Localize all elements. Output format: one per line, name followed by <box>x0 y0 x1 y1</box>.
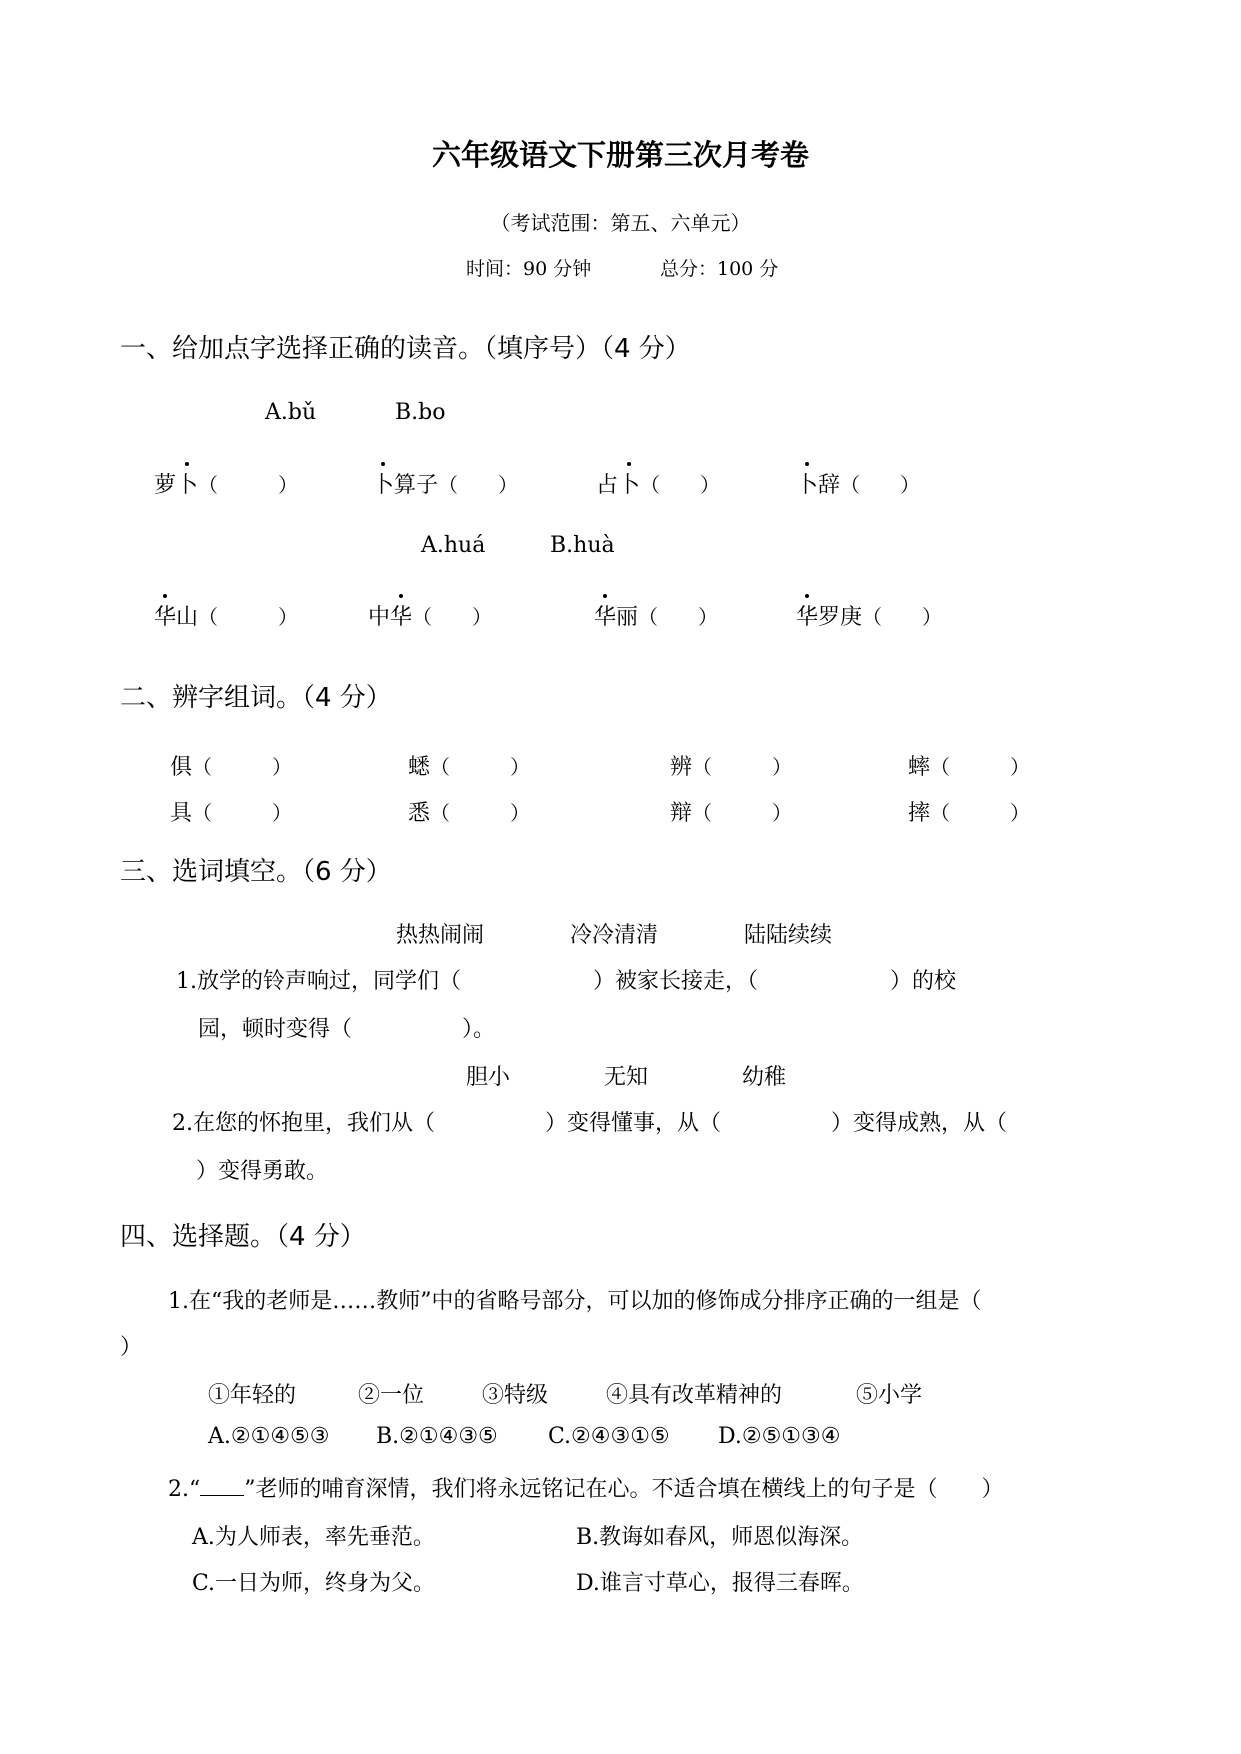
section-heading-4: 四、选择题。（4 分） <box>120 1222 366 1252</box>
answer-blank[interactable]: （ ） <box>198 473 299 497</box>
answer-blank[interactable]: （ ） <box>692 801 793 825</box>
question-text: ） <box>120 1335 143 1360</box>
dotted-char: 卜 <box>372 468 394 499</box>
item-suffix: 辞 <box>818 473 841 498</box>
dotted-char: 华 <box>154 600 176 631</box>
choice-item: ①年轻的 <box>208 1383 297 1408</box>
char-item <box>170 750 292 781</box>
fill-blank-line[interactable] <box>200 1477 244 1496</box>
answer-option-d[interactable]: D.谁言寸草心，报得三春晖。 <box>576 1571 864 1596</box>
item-suffix: 算子 <box>394 473 439 498</box>
quote-open: 2.“ <box>168 1477 201 1502</box>
answer-option-b[interactable]: B.教诲如春风，师恩似海深。 <box>576 1525 864 1550</box>
pinyin-item <box>154 468 298 499</box>
dotted-char: 华 <box>796 600 818 631</box>
answer-blank[interactable]: （ ） <box>192 755 293 779</box>
char: 蟋 <box>408 755 431 780</box>
section-heading-2: 二、辨字组词。（4 分） <box>120 683 392 713</box>
answer-blank[interactable]: （ ） <box>412 605 493 629</box>
item-prefix: 萝 <box>154 473 177 498</box>
answer-blank[interactable]: （ ） <box>192 801 293 825</box>
question-text: 园，顿时变得（ ）。 <box>198 1017 496 1042</box>
char: 具 <box>170 801 193 826</box>
item-prefix: 占 <box>596 473 619 498</box>
word-choice: 陆陆续续 <box>744 923 833 948</box>
question-text: 2.在您的怀抱里，我们从（ ）变得懂事，从（ ）变得成熟，从（ <box>172 1111 1007 1136</box>
choice-item: ④具有改革精神的 <box>606 1383 783 1408</box>
answer-option-b[interactable]: B.②①④③⑤ <box>376 1424 498 1449</box>
answer-blank[interactable]: （ ） <box>930 801 1031 825</box>
answer-blank[interactable]: （ ） <box>692 755 793 779</box>
answer-blank[interactable]: （ ） <box>930 755 1031 779</box>
word-choice: 幼稚 <box>742 1065 787 1090</box>
char-item <box>908 750 1030 781</box>
answer-blank[interactable]: （ ） <box>438 473 519 497</box>
char-item <box>670 796 792 827</box>
question-text <box>168 1472 1004 1503</box>
answer-blank[interactable]: （ ） <box>862 605 943 629</box>
answer-blank[interactable]: （ ） <box>640 473 721 497</box>
dotted-char: 华 <box>594 600 616 631</box>
word-choice: 胆小 <box>466 1065 511 1090</box>
answer-blank[interactable]: （ ） <box>840 473 921 497</box>
answer-option-c[interactable]: C.一日为师，终身为父。 <box>192 1571 436 1596</box>
pinyin-item <box>796 600 942 631</box>
option-b: B.huà <box>550 533 615 558</box>
answer-option-c[interactable]: C.②④③①⑤ <box>548 1424 670 1449</box>
pinyin-item <box>596 468 720 499</box>
section-heading-1: 一、给加点字选择正确的读音。（填序号）（4 分） <box>120 334 691 364</box>
answer-blank[interactable]: （ ） <box>430 801 531 825</box>
pinyin-item <box>796 468 920 499</box>
question-text: 1.在“我的老师是……教师”中的省略号部分，可以加的修饰成分排序正确的一组是（ <box>168 1289 982 1314</box>
word-choice: 冷冷清清 <box>570 923 659 948</box>
answer-blank[interactable]: （ ） <box>638 605 719 629</box>
exam-scope: （考试范围：第五、六单元） <box>490 211 751 235</box>
char-item <box>170 796 292 827</box>
answer-blank[interactable]: （ ） <box>430 755 531 779</box>
item-suffix: 罗庚 <box>818 605 863 630</box>
pinyin-item <box>368 600 492 631</box>
answer-blank[interactable]: （ ） <box>198 605 299 629</box>
pinyin-item <box>154 600 298 631</box>
char: 辨 <box>670 755 693 780</box>
option-a: A.huá <box>421 533 486 558</box>
dotted-char: 卜 <box>796 468 818 499</box>
char: 蟀 <box>908 755 931 780</box>
char-item <box>408 750 530 781</box>
answer-option-a[interactable]: A.②①④⑤③ <box>208 1424 330 1449</box>
question-text: 1.放学的铃声响过，同学们（ ）被家长接走，（ ）的校 <box>176 969 956 994</box>
char: 辩 <box>670 801 693 826</box>
word-choice: 热热闹闹 <box>396 923 485 948</box>
char: 俱 <box>170 755 193 780</box>
question-suffix: ”老师的哺育深情，我们将永远铭记在心。不适合填在横线上的句子是（ ） <box>244 1477 1004 1502</box>
item-prefix: 中 <box>368 605 391 630</box>
option-a: A.bǔ <box>265 400 317 425</box>
choice-item: ⑤小学 <box>856 1383 923 1408</box>
char: 悉 <box>408 801 431 826</box>
word-choice: 无知 <box>604 1065 649 1090</box>
dotted-char: 卜 <box>176 468 198 499</box>
question-text: ）变得勇敢。 <box>196 1159 329 1184</box>
exam-time: 时间：90 分钟 <box>466 258 592 280</box>
exam-total: 总分：100 分 <box>660 258 779 280</box>
pinyin-item <box>372 468 518 499</box>
char: 摔 <box>908 801 931 826</box>
pinyin-item <box>594 600 718 631</box>
choice-item: ②一位 <box>358 1383 425 1408</box>
item-suffix: 丽 <box>616 605 639 630</box>
option-b: B.bo <box>395 400 446 425</box>
char-item <box>408 796 530 827</box>
choice-item: ③特级 <box>482 1383 549 1408</box>
char-item <box>908 796 1030 827</box>
item-suffix: 山 <box>176 605 199 630</box>
answer-option-d[interactable]: D.②⑤①③④ <box>718 1424 841 1449</box>
char-item <box>670 750 792 781</box>
page-title: 六年级语文下册第三次月考卷 <box>431 138 809 172</box>
answer-option-a[interactable]: A.为人师表，率先垂范。 <box>192 1525 435 1550</box>
dotted-char: 卜 <box>618 468 640 499</box>
section-heading-3: 三、选词填空。（6 分） <box>120 857 392 887</box>
dotted-char: 华 <box>390 600 412 631</box>
